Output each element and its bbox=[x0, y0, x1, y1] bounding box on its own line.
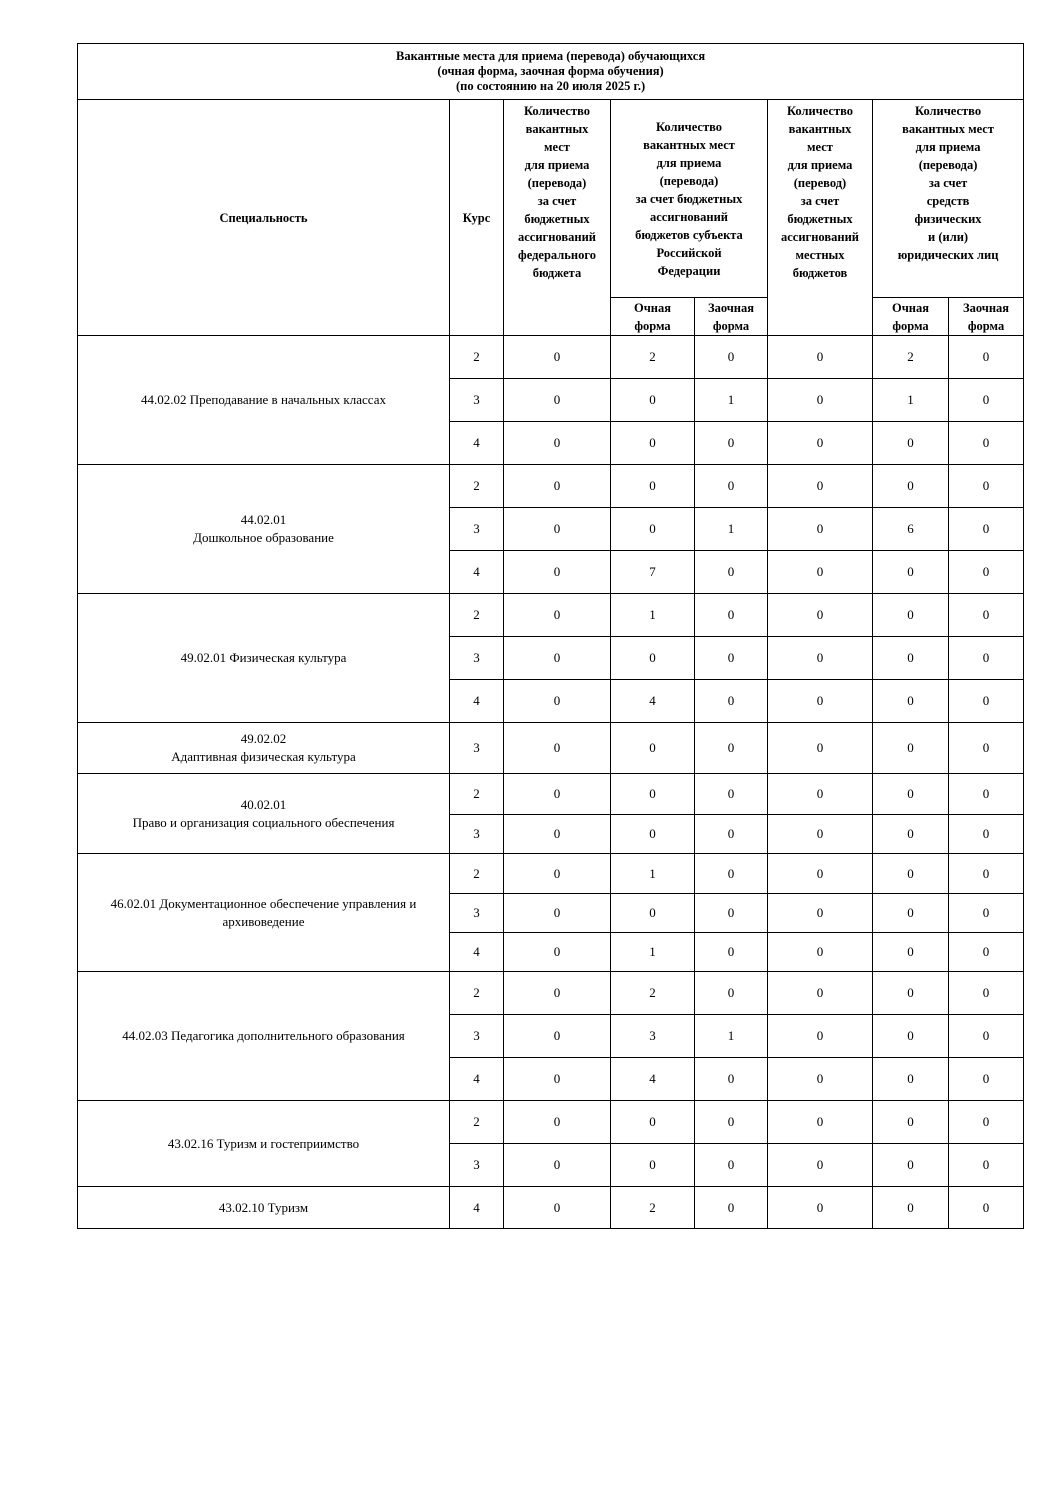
course-cell: 3 bbox=[450, 637, 504, 680]
paid-part-time-cell: 0 bbox=[949, 422, 1024, 465]
paid-full-time-cell: 0 bbox=[873, 680, 949, 723]
paid-part-time-cell: 0 bbox=[949, 894, 1024, 933]
paid-part-time-cell: 0 bbox=[949, 972, 1024, 1015]
course-cell: 2 bbox=[450, 594, 504, 637]
specialty-cell: 43.02.10 Туризм bbox=[78, 1187, 450, 1229]
regional-part-time-cell: 0 bbox=[695, 815, 768, 854]
course-cell: 3 bbox=[450, 379, 504, 422]
specialty-cell: 43.02.16 Туризм и гостеприимство bbox=[78, 1101, 450, 1187]
table-row bbox=[78, 336, 1024, 379]
regional-part-time-cell: 0 bbox=[695, 422, 768, 465]
paid-part-time-cell: 0 bbox=[949, 594, 1024, 637]
local-cell: 0 bbox=[768, 465, 873, 508]
local-cell: 0 bbox=[768, 1187, 873, 1229]
table-row bbox=[78, 972, 1024, 1015]
federal-cell: 0 bbox=[504, 422, 611, 465]
table-row bbox=[78, 594, 1024, 637]
federal-cell: 0 bbox=[504, 972, 611, 1015]
specialty-cell: 40.02.01 Право и организация социального обеспечения bbox=[78, 774, 450, 854]
table-header bbox=[78, 44, 1024, 336]
federal-cell: 0 bbox=[504, 379, 611, 422]
local-cell: 0 bbox=[768, 933, 873, 972]
regional-part-time-cell: 0 bbox=[695, 774, 768, 815]
vacancies-table bbox=[77, 43, 1024, 1229]
paid-part-time-cell: 0 bbox=[949, 1058, 1024, 1101]
federal-cell: 0 bbox=[504, 637, 611, 680]
paid-full-time-cell: 0 bbox=[873, 637, 949, 680]
table-row bbox=[78, 1101, 1024, 1144]
paid-full-time-cell: 0 bbox=[873, 1101, 949, 1144]
course-cell: 4 bbox=[450, 1058, 504, 1101]
course-cell: 2 bbox=[450, 854, 504, 894]
specialty-header: Специальность bbox=[78, 100, 450, 336]
regional-full-time-cell: 0 bbox=[611, 1101, 695, 1144]
course-header: Курс bbox=[450, 100, 504, 336]
paid-part-time-cell: 0 bbox=[949, 1015, 1024, 1058]
federal-budget-header: Количество вакантных мест для приема (перевода) за счет бюджетных ассигнований федерального бюджета bbox=[504, 100, 611, 336]
regional-full-time-cell: 2 bbox=[611, 336, 695, 379]
specialty-cell: 46.02.01 Документационное обеспечение управления и архивоведение bbox=[78, 854, 450, 972]
federal-cell: 0 bbox=[504, 1015, 611, 1058]
paid-full-time-header: Очная форма bbox=[873, 298, 949, 336]
paid-part-time-cell: 0 bbox=[949, 465, 1024, 508]
regional-full-time-cell: 3 bbox=[611, 1015, 695, 1058]
regional-budget-header: Количество вакантных мест для приема (перевода) за счет бюджетных ассигнований бюджетов субъекта Российской Федерации bbox=[611, 100, 768, 298]
paid-full-time-cell: 0 bbox=[873, 1015, 949, 1058]
course-cell: 3 bbox=[450, 1015, 504, 1058]
course-cell: 4 bbox=[450, 1187, 504, 1229]
regional-full-time-cell: 0 bbox=[611, 774, 695, 815]
regional-full-time-header: Очная форма bbox=[611, 298, 695, 336]
paid-part-time-cell: 0 bbox=[949, 680, 1024, 723]
federal-cell: 0 bbox=[504, 1144, 611, 1187]
table-title bbox=[78, 44, 1024, 100]
paid-full-time-cell: 1 bbox=[873, 379, 949, 422]
paid-part-time-cell: 0 bbox=[949, 379, 1024, 422]
paid-part-time-cell: 0 bbox=[949, 551, 1024, 594]
paid-part-time-cell: 0 bbox=[949, 933, 1024, 972]
paid-part-time-cell: 0 bbox=[949, 774, 1024, 815]
specialty-cell: 44.02.03 Педагогика дополнительного образования bbox=[78, 972, 450, 1101]
specialty-cell: 49.02.02 Адаптивная физическая культура bbox=[78, 723, 450, 774]
regional-full-time-cell: 0 bbox=[611, 1144, 695, 1187]
local-cell: 0 bbox=[768, 972, 873, 1015]
paid-part-time-cell: 0 bbox=[949, 1187, 1024, 1229]
regional-full-time-cell: 1 bbox=[611, 594, 695, 637]
federal-cell: 0 bbox=[504, 1101, 611, 1144]
regional-full-time-cell: 1 bbox=[611, 933, 695, 972]
table-body bbox=[78, 336, 1024, 1229]
federal-cell: 0 bbox=[504, 465, 611, 508]
federal-cell: 0 bbox=[504, 815, 611, 854]
regional-part-time-cell: 0 bbox=[695, 551, 768, 594]
local-cell: 0 bbox=[768, 894, 873, 933]
regional-part-time-cell: 0 bbox=[695, 972, 768, 1015]
regional-part-time-cell: 0 bbox=[695, 854, 768, 894]
course-cell: 4 bbox=[450, 551, 504, 594]
specialty-cell: 44.02.01 Дошкольное образование bbox=[78, 465, 450, 594]
paid-part-time-cell: 0 bbox=[949, 854, 1024, 894]
regional-part-time-cell: 0 bbox=[695, 680, 768, 723]
regional-full-time-cell: 0 bbox=[611, 723, 695, 774]
paid-full-time-cell: 2 bbox=[873, 336, 949, 379]
specialty-cell: 49.02.01 Физическая культура bbox=[78, 594, 450, 723]
regional-full-time-cell: 7 bbox=[611, 551, 695, 594]
paid-full-time-cell: 0 bbox=[873, 1144, 949, 1187]
paid-full-time-cell: 0 bbox=[873, 465, 949, 508]
regional-part-time-cell: 0 bbox=[695, 637, 768, 680]
federal-cell: 0 bbox=[504, 894, 611, 933]
federal-cell: 0 bbox=[504, 723, 611, 774]
regional-part-time-cell: 0 bbox=[695, 1144, 768, 1187]
local-cell: 0 bbox=[768, 422, 873, 465]
local-cell: 0 bbox=[768, 854, 873, 894]
title-line: Вакантные места для приема (перевода) обучающихся bbox=[396, 49, 706, 63]
federal-cell: 0 bbox=[504, 594, 611, 637]
paid-full-time-cell: 6 bbox=[873, 508, 949, 551]
course-cell: 3 bbox=[450, 894, 504, 933]
local-cell: 0 bbox=[768, 508, 873, 551]
federal-cell: 0 bbox=[504, 551, 611, 594]
paid-part-time-cell: 0 bbox=[949, 1144, 1024, 1187]
paid-part-time-cell: 0 bbox=[949, 815, 1024, 854]
regional-part-time-cell: 0 bbox=[695, 594, 768, 637]
local-cell: 0 bbox=[768, 379, 873, 422]
regional-part-time-cell: 0 bbox=[695, 1187, 768, 1229]
local-cell: 0 bbox=[768, 336, 873, 379]
regional-part-time-header: Заочная форма bbox=[695, 298, 768, 336]
local-cell: 0 bbox=[768, 1058, 873, 1101]
course-cell: 3 bbox=[450, 1144, 504, 1187]
local-cell: 0 bbox=[768, 594, 873, 637]
local-cell: 0 bbox=[768, 1144, 873, 1187]
course-cell: 3 bbox=[450, 815, 504, 854]
local-cell: 0 bbox=[768, 723, 873, 774]
specialty-cell: 44.02.02 Преподавание в начальных классах bbox=[78, 336, 450, 465]
federal-cell: 0 bbox=[504, 680, 611, 723]
course-cell: 3 bbox=[450, 508, 504, 551]
course-cell: 2 bbox=[450, 972, 504, 1015]
table-row bbox=[78, 465, 1024, 508]
course-cell: 2 bbox=[450, 774, 504, 815]
paid-part-time-cell: 0 bbox=[949, 1101, 1024, 1144]
course-cell: 4 bbox=[450, 933, 504, 972]
local-cell: 0 bbox=[768, 551, 873, 594]
paid-full-time-cell: 0 bbox=[873, 594, 949, 637]
course-cell: 2 bbox=[450, 1101, 504, 1144]
table-row bbox=[78, 774, 1024, 815]
regional-part-time-cell: 1 bbox=[695, 508, 768, 551]
regional-part-time-cell: 0 bbox=[695, 336, 768, 379]
federal-cell: 0 bbox=[504, 336, 611, 379]
local-cell: 0 bbox=[768, 1101, 873, 1144]
local-cell: 0 bbox=[768, 1015, 873, 1058]
paid-full-time-cell: 0 bbox=[873, 551, 949, 594]
regional-part-time-cell: 1 bbox=[695, 379, 768, 422]
regional-part-time-cell: 1 bbox=[695, 1015, 768, 1058]
regional-full-time-cell: 0 bbox=[611, 637, 695, 680]
paid-full-time-cell: 0 bbox=[873, 1187, 949, 1229]
regional-full-time-cell: 0 bbox=[611, 508, 695, 551]
course-cell: 2 bbox=[450, 465, 504, 508]
paid-full-time-cell: 0 bbox=[873, 894, 949, 933]
regional-full-time-cell: 1 bbox=[611, 854, 695, 894]
course-cell: 3 bbox=[450, 723, 504, 774]
regional-full-time-cell: 0 bbox=[611, 422, 695, 465]
paid-full-time-cell: 0 bbox=[873, 422, 949, 465]
federal-cell: 0 bbox=[504, 933, 611, 972]
title-line: (очная форма, заочная форма обучения) bbox=[437, 64, 664, 78]
paid-part-time-cell: 0 bbox=[949, 336, 1024, 379]
paid-full-time-cell: 0 bbox=[873, 933, 949, 972]
table-row bbox=[78, 723, 1024, 774]
paid-full-time-cell: 0 bbox=[873, 774, 949, 815]
regional-part-time-cell: 0 bbox=[695, 465, 768, 508]
federal-cell: 0 bbox=[504, 1187, 611, 1229]
title-line: (по состоянию на 20 июля 2025 г.) bbox=[455, 79, 646, 93]
paid-full-time-cell: 0 bbox=[873, 815, 949, 854]
federal-cell: 0 bbox=[504, 1058, 611, 1101]
course-cell: 4 bbox=[450, 422, 504, 465]
federal-cell: 0 bbox=[504, 508, 611, 551]
local-cell: 0 bbox=[768, 637, 873, 680]
regional-full-time-cell: 0 bbox=[611, 465, 695, 508]
federal-cell: 0 bbox=[504, 854, 611, 894]
paid-part-time-cell: 0 bbox=[949, 723, 1024, 774]
paid-part-time-header: Заочная форма bbox=[949, 298, 1024, 336]
regional-part-time-cell: 0 bbox=[695, 933, 768, 972]
regional-full-time-cell: 2 bbox=[611, 972, 695, 1015]
federal-cell: 0 bbox=[504, 774, 611, 815]
local-cell: 0 bbox=[768, 774, 873, 815]
local-budget-header: Количество вакантных мест для приема (перевод) за счет бюджетных ассигнований местных бюджетов bbox=[768, 100, 873, 336]
paid-part-time-cell: 0 bbox=[949, 508, 1024, 551]
paid-full-time-cell: 0 bbox=[873, 723, 949, 774]
paid-full-time-cell: 0 bbox=[873, 1058, 949, 1101]
table-row bbox=[78, 854, 1024, 894]
paid-full-time-cell: 0 bbox=[873, 972, 949, 1015]
regional-part-time-cell: 0 bbox=[695, 894, 768, 933]
regional-part-time-cell: 0 bbox=[695, 1058, 768, 1101]
regional-full-time-cell: 0 bbox=[611, 815, 695, 854]
regional-full-time-cell: 2 bbox=[611, 1187, 695, 1229]
local-cell: 0 bbox=[768, 680, 873, 723]
paid-full-time-cell: 0 bbox=[873, 854, 949, 894]
course-cell: 4 bbox=[450, 680, 504, 723]
paid-header: Количество вакантных мест для приема (перевода) за счет средств физических и (или) юридических лиц bbox=[873, 100, 1024, 298]
regional-full-time-cell: 4 bbox=[611, 1058, 695, 1101]
regional-part-time-cell: 0 bbox=[695, 723, 768, 774]
table-row bbox=[78, 1187, 1024, 1229]
local-cell: 0 bbox=[768, 815, 873, 854]
regional-full-time-cell: 4 bbox=[611, 680, 695, 723]
regional-part-time-cell: 0 bbox=[695, 1101, 768, 1144]
paid-part-time-cell: 0 bbox=[949, 637, 1024, 680]
course-cell: 2 bbox=[450, 336, 504, 379]
regional-full-time-cell: 0 bbox=[611, 894, 695, 933]
regional-full-time-cell: 0 bbox=[611, 379, 695, 422]
